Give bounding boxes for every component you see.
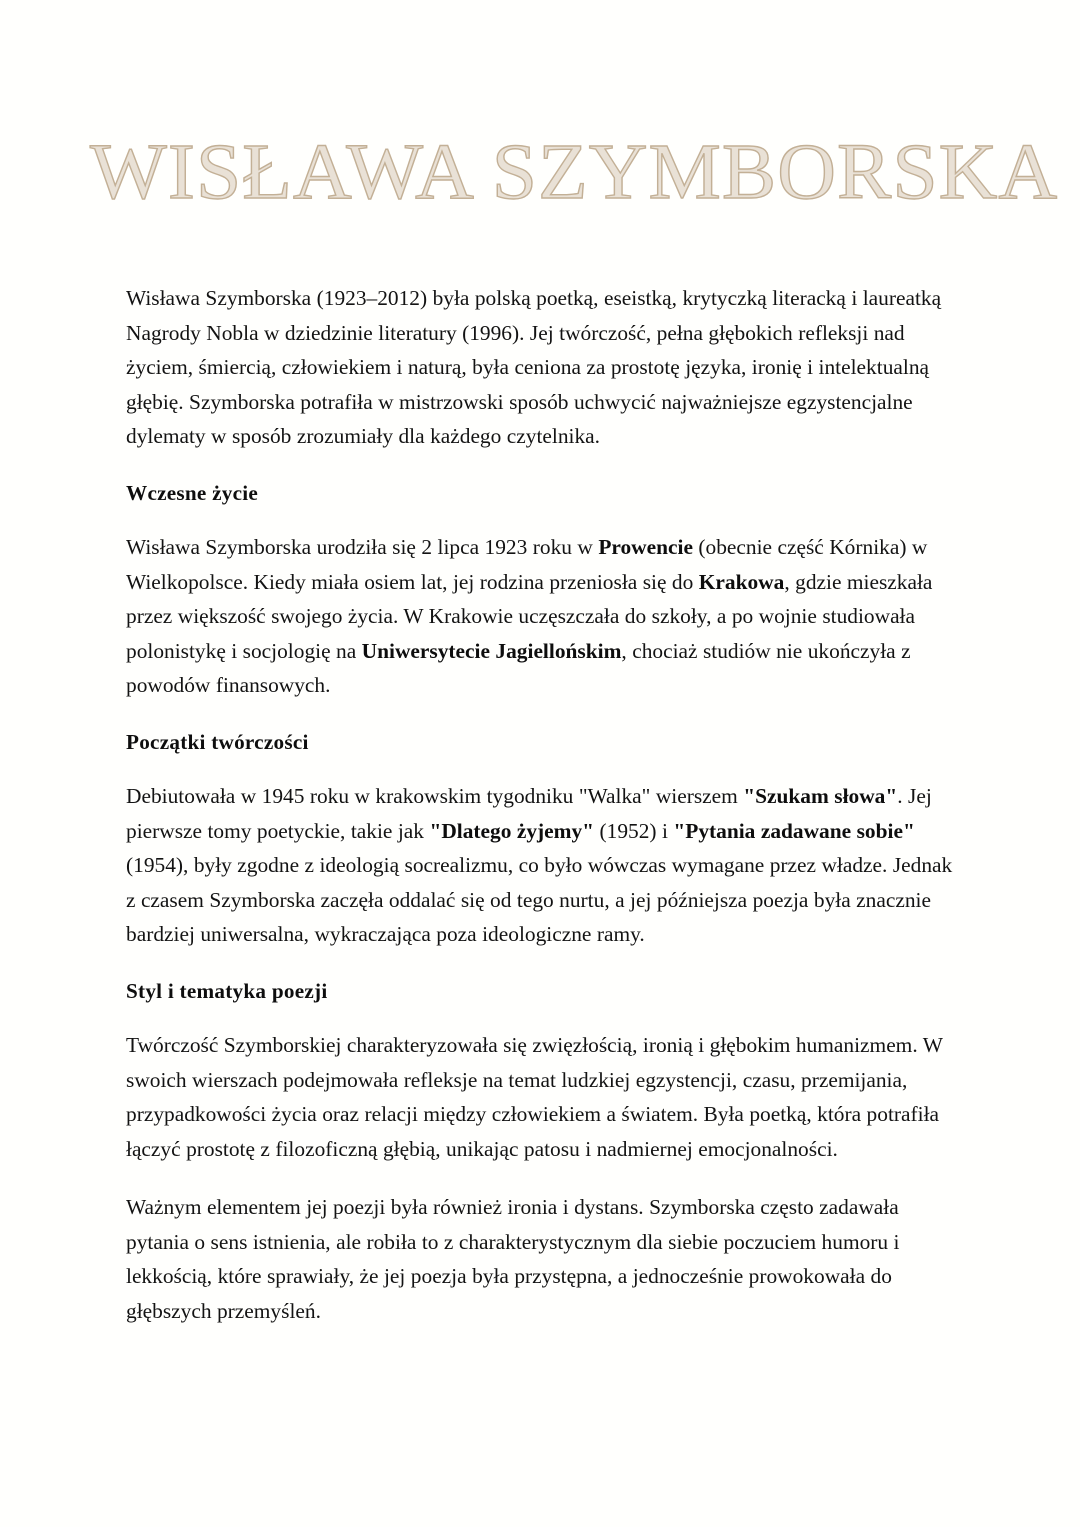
emphasis-text: "Dlatego żyjemy": [429, 818, 595, 843]
emphasis-text: "Pytania zadawane sobie": [673, 818, 915, 843]
paragraph-p-wczesne-1: Wisława Szymborska urodziła się 2 lipca 1923 roku w Prowencie (obecnie część Kórnika) w Wielkopolsce. Kiedy miała osiem lat, jej rodzina przeniosła się do Krakowa, gdzie mieszkała przez większość swojego życia. W Krakowie uczęszczała do szkoły, a po wojnie studiowała polonistykę i socjologię na Uniwersytecie Jagiellońskim, chociaż studiów nie ukończyła z powodów finansowych.: [126, 534, 933, 698]
emphasis-text: Krakowa: [698, 569, 785, 594]
section-heading-styl-i-tematyka-poezji: Styl i tematyka poezji: [126, 978, 328, 1003]
section-heading-poczatki-tworczosci: Początki twórczości: [126, 729, 309, 754]
sections-container: [126, 478, 958, 1329]
intro-paragraph: Wisława Szymborska (1923–2012) była polską poetką, eseistką, krytyczką literacką i laureatką Nagrody Nobla w dziedzinie literatury (1996). Jej twórczość, pełna głębokich refleksji nad życiem, śmiercią, człowiekiem i naturą, była ceniona za prostotę języka, ironię i intelektualną głębię. Szymborska potrafiła w mistrzowski sposób uchwycić najważniejsze egzystencjalne dylematy w sposób zrozumiały dla każdego czytelnika.: [126, 286, 942, 449]
section-heading-wczesne-zycie: Wczesne życie: [126, 480, 259, 505]
page-title: WISŁAWA SZYMBORSKA: [90, 128, 1059, 216]
emphasis-text: Uniwersytecie Jagiellońskim: [361, 638, 622, 663]
paragraph-p-poczatki-1: Debiutowała w 1945 roku w krakowskim tygodniku "Walka" wierszem "Szukam słowa". Jej pierwsze tomy poetyckie, takie jak "Dlatego żyjemy" (1952) i "Pytania zadawane sobie" (1954), były zgodne z ideologią socrealizmu, co było wówczas wymagane przez władze. Jednak z czasem Szymborska zaczęła oddalać się od tego nurtu, a jej późniejsza poezja była znacznie bardziej uniwersalna, wykraczająca poza ideologiczne ramy.: [126, 783, 953, 947]
emphasis-text: Prowencie: [598, 534, 693, 559]
document-title-banner: [90, 122, 1059, 222]
paragraph-p-styl-1: Twórczość Szymborskiej charakteryzowała się zwięzłością, ironią i głębokim humanizmem. W swoich wierszach podejmowała refleksje na temat ludzkiej egzystencji, czasu, przemijania, przypadkowości życia oraz relacji między człowiekiem a światem. Była poetką, która potrafiła łączyć prostotę z filozoficzną głębią, unikając patosu i nadmiernej emocjonalności.: [126, 1032, 943, 1161]
paragraph-p-styl-2: Ważnym elementem jej poezji była również ironia i dystans. Szymborska często zadawała pytania o sens istnienia, ale robiła to z charakterystycznym dla siebie poczuciem humoru i lekkością, które sprawiały, że jej poezja była przystępna, a jednocześnie prowokowała do głębszych przemyśleń.: [126, 1195, 900, 1324]
emphasis-text: "Szukam słowa": [743, 783, 898, 808]
document-body: [126, 281, 958, 1329]
